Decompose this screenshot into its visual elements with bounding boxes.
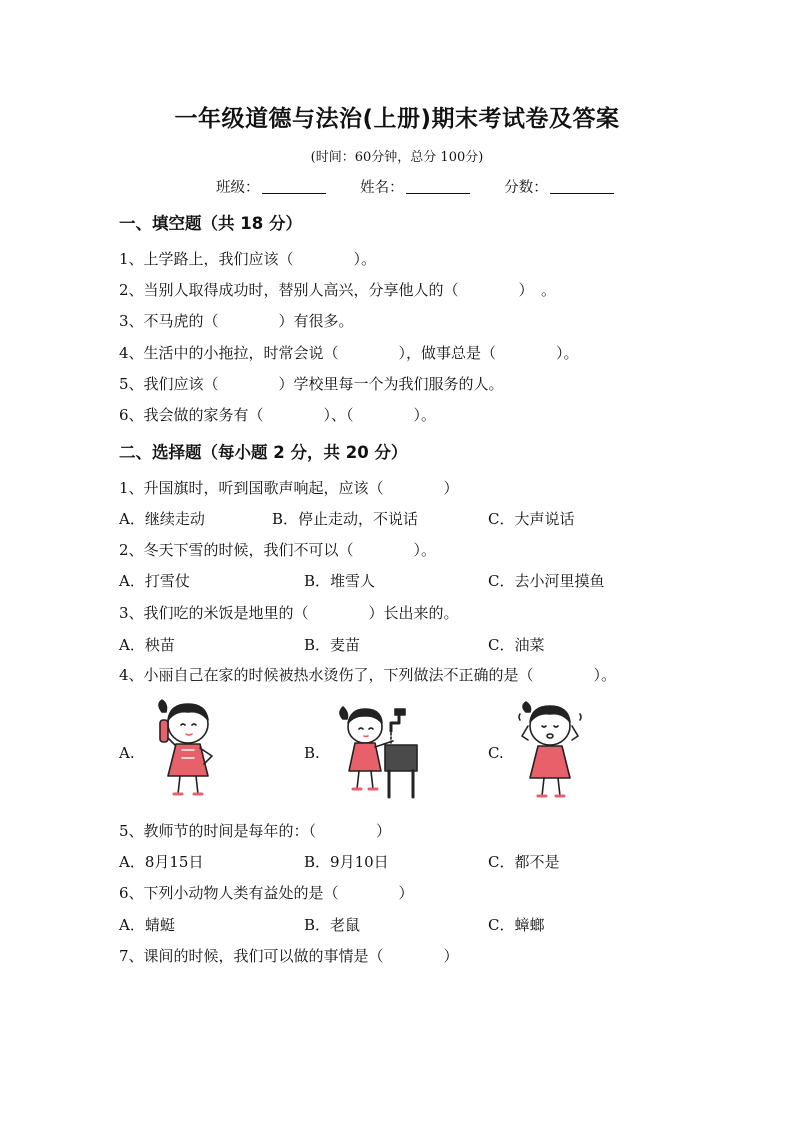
option-a[interactable]: A．蜻蜓 — [119, 916, 175, 934]
question-stem: 7、课间的时候，我们可以做的事情是（ ） — [119, 947, 459, 965]
option-a[interactable]: A．继续走动 — [119, 510, 205, 528]
score-label: 分数： — [504, 180, 548, 196]
option-c[interactable]: C．油菜 — [488, 636, 545, 654]
section-fill-blank-heading: 一、填空题（共 18 分） — [119, 214, 302, 233]
question-stem: 6、下列小动物人类有益处的是（ ） — [119, 884, 414, 902]
class-blank[interactable] — [262, 179, 326, 194]
girl-crying-illustration — [514, 700, 586, 804]
name-label: 姓名： — [360, 180, 404, 196]
question-stem: 3、我们吃的米饭是地里的（ ）长出来的。 — [119, 604, 459, 622]
option-c[interactable]: C. — [488, 744, 504, 762]
girl-on-phone-illustration — [148, 698, 224, 802]
option-b[interactable]: B. — [304, 744, 320, 762]
option-b[interactable]: B．堆雪人 — [304, 572, 376, 590]
fill-item: 1、上学路上，我们应该（ ）。 — [119, 250, 377, 268]
name-blank[interactable] — [406, 179, 470, 194]
fill-item: 2、当别人取得成功时，替别人高兴，分享他人的（ ） 。 — [119, 281, 557, 299]
option-c[interactable]: C．大声说话 — [488, 510, 575, 528]
fill-item: 4、生活中的小拖拉，时常会说（ ），做事总是（ ）。 — [119, 344, 579, 362]
option-a[interactable]: A. — [119, 744, 135, 762]
question-stem: 5、教师节的时间是每年的：（ ） — [119, 822, 392, 840]
question-stem: 4、小丽自己在家的时候被热水烫伤了，下列做法不正确的是（ ）。 — [119, 666, 617, 684]
option-a[interactable]: A．8月15日 — [119, 853, 204, 871]
score-blank[interactable] — [550, 179, 614, 194]
score-field — [504, 176, 614, 197]
option-b[interactable]: B．老鼠 — [304, 916, 361, 934]
section-choice-heading: 二、选择题（每小题 2 分，共 20 分） — [119, 443, 408, 462]
fill-item: 3、不马虎的（ ）有很多。 — [119, 312, 354, 330]
question-stem: 2、冬天下雪的时候，我们不可以（ ）。 — [119, 541, 437, 559]
question-stem: 1、升国旗时，听到国歌声响起，应该（ ） — [119, 479, 459, 497]
option-a[interactable]: A．打雪仗 — [119, 572, 190, 590]
class-label: 班级： — [216, 180, 260, 196]
student-info-row — [216, 176, 644, 197]
option-c[interactable]: C．都不是 — [488, 853, 560, 871]
option-b[interactable]: B．停止走动，不说话 — [272, 510, 419, 528]
option-c[interactable]: C．去小河里摸鱼 — [488, 572, 605, 590]
fill-item: 5、我们应该（ ）学校里每一个为我们服务的人。 — [119, 375, 504, 393]
page-title: 一年级道德与法治(上册)期末考试卷及答案 — [174, 106, 620, 132]
girl-washing-burn-illustration — [335, 705, 421, 799]
fill-item: 6、我会做的家务有（ ）、（ ）。 — [119, 406, 437, 424]
option-b[interactable]: B．麦苗 — [304, 636, 361, 654]
class-field — [216, 176, 326, 197]
option-a[interactable]: A．秧苗 — [119, 636, 175, 654]
option-b[interactable]: B．9月10日 — [304, 853, 389, 871]
name-field — [360, 176, 470, 197]
option-c[interactable]: C．蟑螂 — [488, 916, 545, 934]
time-score-note: (时间：60分钟，总分 100分) — [310, 150, 484, 165]
